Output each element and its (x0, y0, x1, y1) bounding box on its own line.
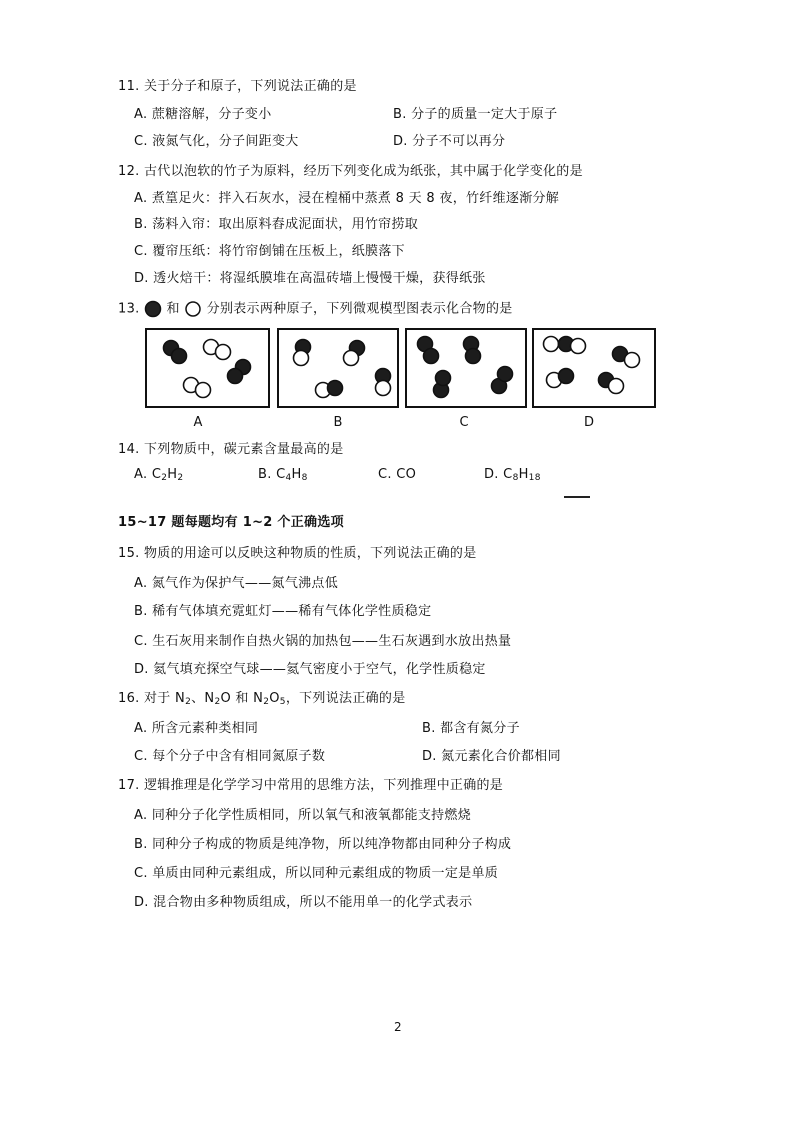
model-label-b: B (333, 415, 343, 430)
model-box-a (145, 328, 270, 408)
light-atom (344, 351, 359, 366)
dark-atom (228, 369, 243, 384)
light-atom (625, 353, 640, 368)
q17-stem: 17. 逻辑推理是化学学习中常用的思维方法，下列推理中正确的是 (118, 778, 504, 793)
model-d-diagram (534, 330, 654, 406)
q12-option-d: D. 透火焙干：将湿纸膜堆在高温砖墙上慢慢干燥，获得纸张 (134, 271, 486, 286)
q13-stem (118, 300, 513, 319)
page-number: 2 (394, 1020, 402, 1034)
light-atom (571, 339, 586, 354)
q11-option-c: C. 液氮气化，分子间距变大 (134, 134, 299, 149)
q14-option-a: A. $C_2H_2$ (134, 467, 184, 483)
model-label-d: D (583, 415, 594, 430)
model-b-diagram (279, 330, 397, 406)
q16-option-d: D. 氮元素化合价都相同 (422, 749, 561, 764)
scan-mark (564, 496, 590, 498)
light-atom (196, 383, 211, 398)
q17-option-a: A. 同种分子化学性质相同，所以氧气和液氧都能支持燃烧 (134, 808, 472, 823)
q13-and: 和 (166, 301, 180, 317)
q17-option-c: C. 单质由同种元素组成，所以同种元素组成的物质一定是单质 (134, 866, 499, 881)
q12-option-a: A. 煮篁足火：拌入石灰水，浸在楻桶中蒸煮 8 天 8 夜，竹纤维逐渐分解 (134, 191, 560, 206)
light-atom (376, 381, 391, 396)
q17-option-b: B. 同种分子构成的物质是纯净物，所以纯净物都由同种分子构成 (134, 837, 512, 852)
q15-option-c: C. 生石灰用来制作自热火锅的加热包——生石灰遇到水放出热量 (134, 634, 512, 649)
q16-option-c: C. 每个分子中含有相同氮原子数 (134, 749, 326, 764)
model-box-b (277, 328, 399, 408)
q11-option-d: D. 分子不可以再分 (393, 134, 506, 149)
q14-option-c: C. CO (378, 467, 417, 482)
model-label-c: C (459, 415, 469, 430)
section-heading: 15~17 题每题均有 1~2 个正确选项 (118, 515, 344, 530)
q12-option-c: C. 覆帘压纸：将竹帘倒铺在压板上，纸膜落下 (134, 244, 405, 259)
q12-stem: 12. 古代以泡软的竹子为原料，经历下列变化成为纸张，其中属于化学变化的是 (118, 164, 583, 179)
dark-atom (498, 367, 513, 382)
dark-atom (436, 371, 451, 386)
model-a-diagram (147, 330, 268, 406)
q15-stem: 15. 物质的用途可以反映这种物质的性质，下列说法正确的是 (118, 546, 477, 561)
q13-number: 13. (118, 301, 140, 317)
q17-option-d: D. 混合物由多种物质组成，所以不能用单一的化学式表示 (134, 895, 473, 910)
dark-atom (172, 349, 187, 364)
light-atom (544, 337, 559, 352)
dark-atom (328, 381, 343, 396)
q12-option-b: B. 荡料入帘：取出原料舂成泥面状，用竹帘捞取 (134, 217, 419, 232)
model-c-diagram (407, 330, 525, 406)
light-atom-icon (184, 300, 202, 318)
model-box-d (532, 328, 656, 408)
q15-option-d: D. 氦气填充探空气球——氦气密度小于空气，化学性质稳定 (134, 662, 486, 677)
q15-option-b: B. 稀有气体填充霓虹灯——稀有气体化学性质稳定 (134, 604, 432, 619)
q14-stem: 14. 下列物质中，碳元素含量最高的是 (118, 442, 344, 457)
q11-option-b: B. 分子的质量一定大于原子 (393, 107, 558, 122)
dark-atom (424, 349, 439, 364)
dark-atom-icon (144, 300, 162, 318)
dark-atom (559, 369, 574, 384)
q16-option-b: B. 都含有氮分子 (422, 721, 520, 736)
q11-option-a: A. 蔗糖溶解，分子变小 (134, 107, 272, 122)
model-box-c (405, 328, 527, 408)
light-atom (609, 379, 624, 394)
q16-stem: 16. 对于 $N_2$、$N_2O$ 和 $N_2O_5$，下列说法正确的是 (118, 691, 406, 707)
q16-option-a: A. 所含元素种类相同 (134, 721, 259, 736)
q11-stem: 11. 关于分子和原子，下列说法正确的是 (118, 79, 357, 94)
q14-option-d: D. $C_8H_{18}$ (484, 467, 541, 483)
model-label-a: A (193, 415, 203, 430)
q13-rest: 分别表示两种原子，下列微观模型图表示化合物的是 (206, 301, 513, 317)
q14-option-b: B. $C_4H_8$ (258, 467, 308, 483)
light-atom (294, 351, 309, 366)
light-atom (216, 345, 231, 360)
q15-option-a: A. 氮气作为保护气——氮气沸点低 (134, 576, 339, 591)
dark-atom (466, 349, 481, 364)
